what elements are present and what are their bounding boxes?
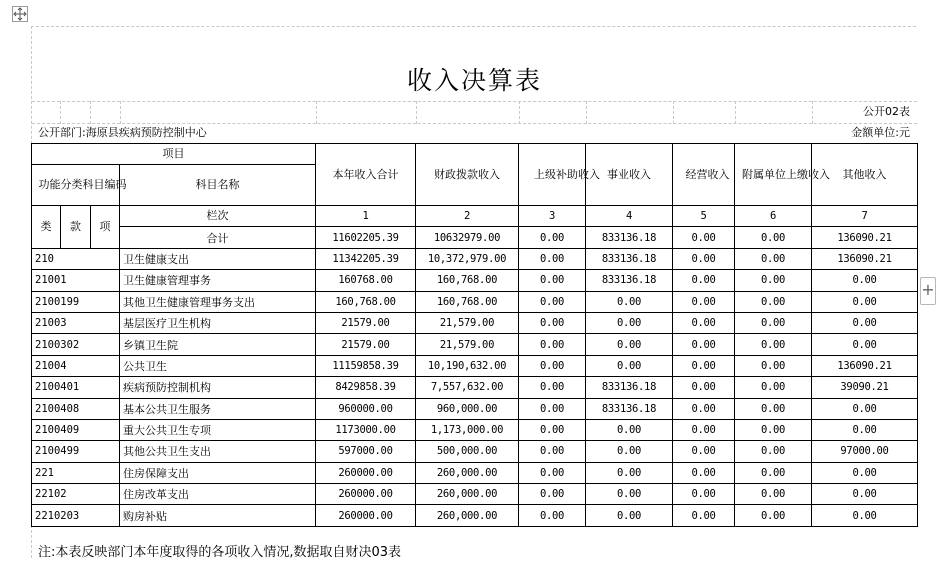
row-subject-name: 购房补贴 bbox=[120, 505, 316, 526]
row-value: 0.00 bbox=[812, 462, 918, 483]
row-value: 136090.21 bbox=[812, 248, 918, 269]
row-value: 160768.00 bbox=[316, 270, 416, 291]
row-value: 0.00 bbox=[586, 441, 673, 462]
row-value: 21579.00 bbox=[316, 312, 416, 333]
row-subject-name: 住房保障支出 bbox=[120, 462, 316, 483]
row-value: 0.00 bbox=[735, 441, 812, 462]
row-value: 0.00 bbox=[673, 270, 735, 291]
row-value: 0.00 bbox=[519, 248, 586, 269]
row-value: 0.00 bbox=[673, 355, 735, 376]
row-value: 0.00 bbox=[519, 484, 586, 505]
row-code: 21003 bbox=[32, 312, 120, 333]
row-value: 500,000.00 bbox=[416, 441, 519, 462]
gridline bbox=[316, 101, 317, 124]
row-subject-name: 疾病预防控制机构 bbox=[120, 377, 316, 398]
header-affiliated-income: 附属单位上缴收入 bbox=[735, 144, 812, 206]
row-value: 597000.00 bbox=[316, 441, 416, 462]
row-value: 0.00 bbox=[735, 248, 812, 269]
row-value: 260000.00 bbox=[316, 505, 416, 526]
row-value: 0.00 bbox=[735, 312, 812, 333]
row-subject-name: 其他公共卫生支出 bbox=[120, 441, 316, 462]
row-value: 833136.18 bbox=[586, 248, 673, 269]
total-row bbox=[32, 227, 918, 248]
row-value: 0.00 bbox=[673, 484, 735, 505]
row-value: 0.00 bbox=[812, 505, 918, 526]
row-subject-name: 其他卫生健康管理事务支出 bbox=[120, 291, 316, 312]
header-superior-subsidy: 上级补助收入 bbox=[519, 144, 586, 206]
total-value: 136090.21 bbox=[812, 227, 918, 248]
gridline bbox=[673, 101, 674, 124]
row-subject-name: 基层医疗卫生机构 bbox=[120, 312, 316, 333]
row-value: 0.00 bbox=[519, 419, 586, 440]
row-value: 0.00 bbox=[735, 398, 812, 419]
table-row bbox=[32, 334, 918, 355]
total-value: 0.00 bbox=[673, 227, 735, 248]
total-label: 合计 bbox=[120, 227, 316, 248]
row-value: 0.00 bbox=[673, 419, 735, 440]
row-value: 0.00 bbox=[735, 334, 812, 355]
row-value: 0.00 bbox=[673, 334, 735, 355]
header-class: 类 bbox=[32, 206, 61, 249]
row-value: 0.00 bbox=[812, 398, 918, 419]
row-value: 0.00 bbox=[735, 484, 812, 505]
gridline bbox=[519, 101, 520, 124]
row-value: 833136.18 bbox=[586, 377, 673, 398]
header-function-code: 功能分类科目编码 bbox=[32, 165, 120, 206]
row-code: 2100408 bbox=[32, 398, 120, 419]
row-value: 10,372,979.00 bbox=[416, 248, 519, 269]
row-value: 0.00 bbox=[735, 355, 812, 376]
row-value: 11342205.39 bbox=[316, 248, 416, 269]
report-code: 公开02表 bbox=[863, 105, 910, 118]
table-row bbox=[32, 377, 918, 398]
row-subject-name: 住房改革支出 bbox=[120, 484, 316, 505]
table-row bbox=[32, 462, 918, 483]
row-value: 0.00 bbox=[586, 505, 673, 526]
row-code: 2210203 bbox=[32, 505, 120, 526]
gridline bbox=[735, 101, 736, 124]
header-item: 项 bbox=[91, 206, 120, 249]
row-value: 0.00 bbox=[586, 484, 673, 505]
row-value: 0.00 bbox=[735, 505, 812, 526]
income-table bbox=[31, 143, 918, 527]
table-row bbox=[32, 355, 918, 376]
row-value: 0.00 bbox=[812, 291, 918, 312]
gridline bbox=[120, 101, 121, 124]
row-code: 2100499 bbox=[32, 441, 120, 462]
row-value: 0.00 bbox=[586, 419, 673, 440]
row-value: 0.00 bbox=[812, 270, 918, 291]
department-label: 公开部门:海原县疾病预防控制中心 bbox=[38, 126, 207, 139]
row-value: 260,000.00 bbox=[416, 484, 519, 505]
row-value: 260,000.00 bbox=[416, 505, 519, 526]
row-value: 0.00 bbox=[519, 462, 586, 483]
table-row bbox=[32, 398, 918, 419]
column-number: 3 bbox=[519, 206, 586, 227]
row-code: 221 bbox=[32, 462, 120, 483]
gridline bbox=[60, 101, 61, 124]
row-code: 2100409 bbox=[32, 419, 120, 440]
header-column-index: 栏次 bbox=[120, 206, 316, 227]
row-value: 1173000.00 bbox=[316, 419, 416, 440]
total-value: 10632979.00 bbox=[416, 227, 519, 248]
row-value: 7,557,632.00 bbox=[416, 377, 519, 398]
row-value: 0.00 bbox=[519, 398, 586, 419]
total-value: 0.00 bbox=[519, 227, 586, 248]
header-total-income: 本年收入合计 bbox=[316, 144, 416, 206]
gridline bbox=[32, 101, 917, 102]
header-row bbox=[32, 144, 918, 165]
row-value: 21,579.00 bbox=[416, 334, 519, 355]
column-number: 1 bbox=[316, 206, 416, 227]
gridline bbox=[416, 101, 417, 124]
row-value: 0.00 bbox=[812, 312, 918, 333]
row-value: 11159858.39 bbox=[316, 355, 416, 376]
row-value: 0.00 bbox=[519, 270, 586, 291]
row-value: 0.00 bbox=[673, 398, 735, 419]
total-value: 833136.18 bbox=[586, 227, 673, 248]
table-row bbox=[32, 291, 918, 312]
footnote: 注:本表反映部门本年度取得的各项收入情况,数据取自财决03表 bbox=[38, 545, 402, 560]
move-arrows-icon bbox=[13, 7, 27, 21]
row-code: 21001 bbox=[32, 270, 120, 291]
row-value: 39090.21 bbox=[812, 377, 918, 398]
row-value: 97000.00 bbox=[812, 441, 918, 462]
row-value: 0.00 bbox=[673, 377, 735, 398]
row-code: 2100401 bbox=[32, 377, 120, 398]
row-value: 0.00 bbox=[735, 291, 812, 312]
row-value: 8429858.39 bbox=[316, 377, 416, 398]
row-value: 0.00 bbox=[673, 248, 735, 269]
header-project: 项目 bbox=[32, 144, 316, 165]
row-value: 960,000.00 bbox=[416, 398, 519, 419]
total-value: 0.00 bbox=[735, 227, 812, 248]
row-value: 260,000.00 bbox=[416, 462, 519, 483]
row-subject-name: 基本公共卫生服务 bbox=[120, 398, 316, 419]
row-value: 0.00 bbox=[812, 484, 918, 505]
row-value: 0.00 bbox=[519, 334, 586, 355]
row-value: 833136.18 bbox=[586, 270, 673, 291]
table-row bbox=[32, 312, 918, 333]
column-number: 5 bbox=[673, 206, 735, 227]
table-row bbox=[32, 248, 918, 269]
row-value: 0.00 bbox=[586, 312, 673, 333]
row-value: 160,768.00 bbox=[416, 270, 519, 291]
table-row bbox=[32, 441, 918, 462]
row-value: 0.00 bbox=[673, 291, 735, 312]
header-fiscal-appropriation: 财政拨款收入 bbox=[416, 144, 519, 206]
row-value: 0.00 bbox=[812, 334, 918, 355]
row-value: 260000.00 bbox=[316, 484, 416, 505]
column-number: 7 bbox=[812, 206, 918, 227]
column-number: 4 bbox=[586, 206, 673, 227]
row-value: 0.00 bbox=[519, 312, 586, 333]
column-number: 6 bbox=[735, 206, 812, 227]
row-value: 0.00 bbox=[586, 462, 673, 483]
row-value: 0.00 bbox=[735, 270, 812, 291]
row-value: 0.00 bbox=[673, 505, 735, 526]
row-value: 260000.00 bbox=[316, 462, 416, 483]
table-move-handle[interactable] bbox=[12, 6, 28, 22]
row-value: 21579.00 bbox=[316, 334, 416, 355]
row-value: 0.00 bbox=[519, 441, 586, 462]
page-title: 收入决算表 bbox=[406, 66, 542, 95]
table-row bbox=[32, 270, 918, 291]
row-code: 22102 bbox=[32, 484, 120, 505]
column-number: 2 bbox=[416, 206, 519, 227]
row-value: 136090.21 bbox=[812, 355, 918, 376]
row-subject-name: 卫生健康支出 bbox=[120, 248, 316, 269]
row-value: 0.00 bbox=[586, 334, 673, 355]
unit-label: 金额单位:元 bbox=[851, 126, 910, 139]
row-code: 21004 bbox=[32, 355, 120, 376]
plus-icon: + bbox=[921, 280, 935, 299]
row-value: 0.00 bbox=[735, 462, 812, 483]
gridline bbox=[90, 101, 91, 124]
row-value: 1,173,000.00 bbox=[416, 419, 519, 440]
header-business-income: 事业收入 bbox=[586, 144, 673, 206]
table-row bbox=[32, 419, 918, 440]
row-value: 21,579.00 bbox=[416, 312, 519, 333]
row-value: 960000.00 bbox=[316, 398, 416, 419]
row-value: 0.00 bbox=[519, 505, 586, 526]
row-code: 2100199 bbox=[32, 291, 120, 312]
header-section: 款 bbox=[61, 206, 91, 249]
row-value: 0.00 bbox=[673, 441, 735, 462]
add-column-button[interactable] bbox=[920, 277, 936, 305]
gridline bbox=[812, 101, 813, 124]
row-value: 160,768.00 bbox=[316, 291, 416, 312]
gridline bbox=[586, 101, 587, 124]
row-value: 0.00 bbox=[735, 377, 812, 398]
total-value: 11602205.39 bbox=[316, 227, 416, 248]
row-value: 160,768.00 bbox=[416, 291, 519, 312]
row-value: 0.00 bbox=[673, 312, 735, 333]
table-row bbox=[32, 484, 918, 505]
header-subject-name: 科目名称 bbox=[120, 165, 316, 206]
row-value: 0.00 bbox=[735, 419, 812, 440]
row-value: 833136.18 bbox=[586, 398, 673, 419]
row-value: 0.00 bbox=[519, 291, 586, 312]
row-value: 0.00 bbox=[586, 291, 673, 312]
row-subject-name: 公共卫生 bbox=[120, 355, 316, 376]
row-subject-name: 卫生健康管理事务 bbox=[120, 270, 316, 291]
row-value: 0.00 bbox=[519, 355, 586, 376]
row-subject-name: 乡镇卫生院 bbox=[120, 334, 316, 355]
row-code: 2100302 bbox=[32, 334, 120, 355]
header-operating-income: 经营收入 bbox=[673, 144, 735, 206]
row-subject-name: 重大公共卫生专项 bbox=[120, 419, 316, 440]
header-other-income: 其他收入 bbox=[812, 144, 918, 206]
row-value: 0.00 bbox=[519, 377, 586, 398]
row-value: 0.00 bbox=[812, 419, 918, 440]
row-value: 10,190,632.00 bbox=[416, 355, 519, 376]
column-index-row bbox=[32, 206, 918, 227]
row-value: 0.00 bbox=[673, 462, 735, 483]
row-value: 0.00 bbox=[586, 355, 673, 376]
table-row bbox=[32, 505, 918, 526]
row-code: 210 bbox=[32, 248, 120, 269]
